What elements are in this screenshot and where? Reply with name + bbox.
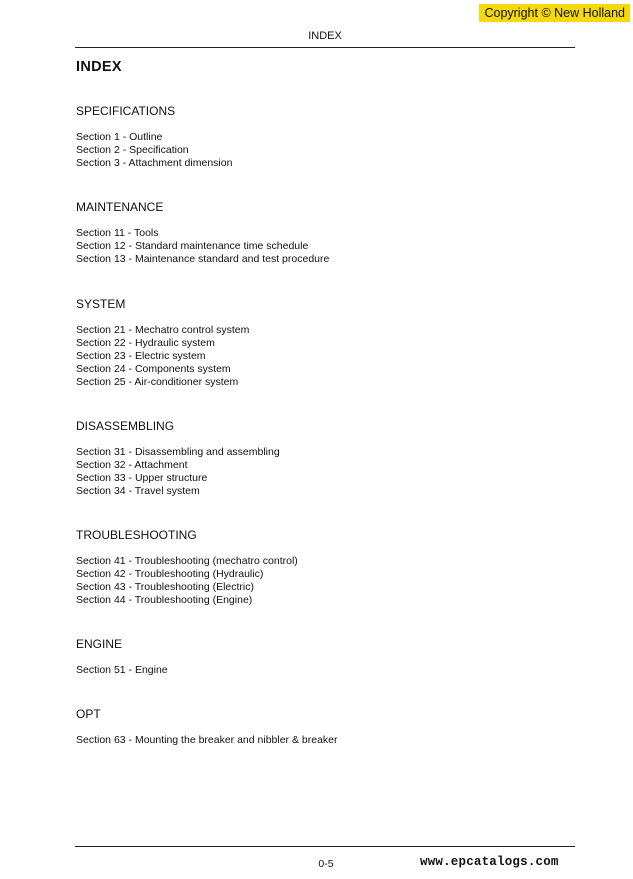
copyright-watermark: Copyright © New Holland [479, 4, 630, 22]
section-link[interactable]: Section 32 - Attachment [76, 458, 188, 471]
section-link[interactable]: Section 3 - Attachment dimension [76, 156, 233, 169]
group-list-system [76, 324, 249, 389]
section-link[interactable]: Section 11 - Tools [76, 227, 159, 239]
section-link[interactable]: Section 24 - Components system [76, 362, 231, 375]
page-title: INDEX [76, 59, 122, 75]
group-list-troubleshooting [76, 555, 298, 607]
group-heading-system: SYSTEM [76, 297, 126, 311]
section-link[interactable]: Section 1 - Outline [76, 131, 163, 143]
footer-url-link[interactable]: www.epcatalogs.com [420, 855, 559, 869]
section-link[interactable]: Section 25 - Air-conditioner system [76, 375, 239, 388]
group-list-opt [76, 734, 338, 747]
group-list-maintenance [76, 227, 329, 266]
group-heading-maintenance: MAINTENANCE [76, 200, 164, 214]
section-link[interactable]: Section 31 - Disassembling and assembling [76, 446, 280, 458]
section-link[interactable]: Section 12 - Standard maintenance time schedule [76, 239, 309, 252]
group-heading-opt: OPT [76, 707, 101, 721]
group-heading-engine: ENGINE [76, 637, 123, 651]
section-link[interactable]: Section 41 - Troubleshooting (mechatro control) [76, 555, 298, 567]
section-link[interactable]: Section 2 - Specification [76, 143, 189, 156]
group-list-engine [76, 664, 168, 677]
section-link[interactable]: Section 34 - Travel system [76, 484, 200, 497]
group-heading-troubleshooting: TROUBLESHOOTING [76, 528, 197, 542]
section-link[interactable]: Section 21 - Mechatro control system [76, 324, 250, 336]
section-link[interactable]: Section 43 - Troubleshooting (Electric) [76, 580, 255, 593]
section-link[interactable]: Section 42 - Troubleshooting (Hydraulic) [76, 567, 264, 580]
group-heading-specifications: SPECIFICATIONS [76, 104, 176, 118]
section-link[interactable]: Section 22 - Hydraulic system [76, 336, 215, 349]
group-list-disassembling [76, 446, 280, 498]
footer-rule [75, 846, 575, 847]
group-list-specifications [76, 131, 232, 170]
section-link[interactable]: Section 23 - Electric system [76, 349, 206, 362]
section-link[interactable]: Section 13 - Maintenance standard and test procedure [76, 252, 330, 265]
running-header: INDEX [308, 30, 342, 42]
section-link[interactable]: Section 63 - Mounting the breaker and nibbler & breaker [76, 734, 338, 746]
header-rule [75, 47, 575, 48]
section-link[interactable]: Section 44 - Troubleshooting (Engine) [76, 593, 253, 606]
section-link[interactable]: Section 51 - Engine [76, 664, 168, 676]
page-number: 0-5 [318, 858, 334, 870]
group-heading-disassembling: DISASSEMBLING [76, 419, 175, 433]
section-link[interactable]: Section 33 - Upper structure [76, 471, 208, 484]
